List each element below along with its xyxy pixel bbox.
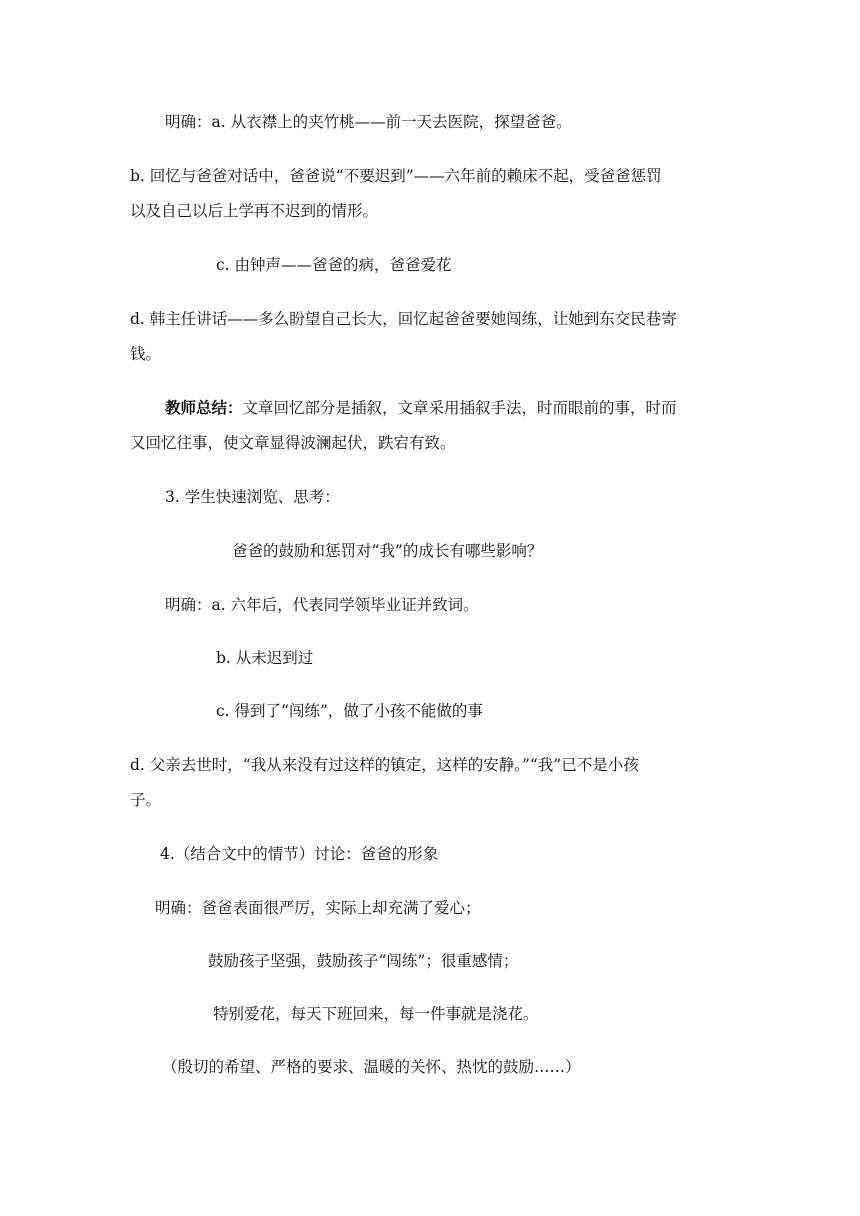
answer-line-3a: 明确：a. 六年后，代表同学领毕业证并致词。 [165, 596, 479, 614]
item-3-heading: 3. 学生快速浏览、思考： [165, 488, 340, 506]
answer-line-3c: c. 得到了“闯练”，做了小孩不能做的事 [216, 702, 483, 720]
teacher-summary-text: 文章回忆部分是插叙，文章采用插叙手法，时而眼前的事，时而 [242, 399, 677, 417]
answer-line-1a: 明确：a. 从衣襟上的夹竹桃——前一天去医院，探望爸爸。 [165, 113, 572, 131]
item-3-question: 爸爸的鼓励和惩罚对“我”的成长有哪些影响？ [232, 542, 543, 560]
answer-line-1d: d. 韩主任讲话——多么盼望自己长大，回忆起爸爸要她闯练，让她到东交民巷寄 [130, 310, 677, 328]
answer-line-4c: 特别爱花，每天下班回来，每一件事就是浇花。 [213, 1005, 539, 1023]
answer-line-1b: b. 回忆与爸爸对话中，爸爸说“不要迟到”——六年前的赖床不起，受爸爸惩罚 [130, 167, 662, 185]
answer-line-3d-cont: 子。 [130, 791, 162, 809]
item-4-heading: 4.（结合文中的情节）讨论：爸爸的形象 [160, 845, 439, 863]
answer-line-4d: （殷切的希望、严格的要求、温暖的关怀、热忱的鼓励……） [162, 1058, 581, 1076]
answer-line-3b: b. 从未迟到过 [216, 649, 314, 667]
answer-line-4b: 鼓励孩子坚强，鼓励孩子“闯练”；很重感情； [208, 952, 519, 970]
answer-line-1d-cont: 钱。 [130, 345, 162, 363]
teacher-summary-cont: 又回忆往事，使文章显得波澜起伏，跌宕有致。 [130, 434, 456, 452]
answer-line-1c: c. 由钟声——爸爸的病，爸爸爱花 [216, 256, 452, 274]
teacher-summary [165, 398, 677, 418]
teacher-summary-label: 教师总结： [165, 399, 243, 417]
answer-line-3d: d. 父亲去世时，“我从来没有过这样的镇定，这样的安静。”“我”已不是小孩 [130, 756, 639, 774]
answer-line-4a: 明确：爸爸表面很严厉，实际上却充满了爱心； [155, 899, 481, 917]
answer-line-1b-cont: 以及自己以后上学再不迟到的情形。 [130, 202, 379, 220]
